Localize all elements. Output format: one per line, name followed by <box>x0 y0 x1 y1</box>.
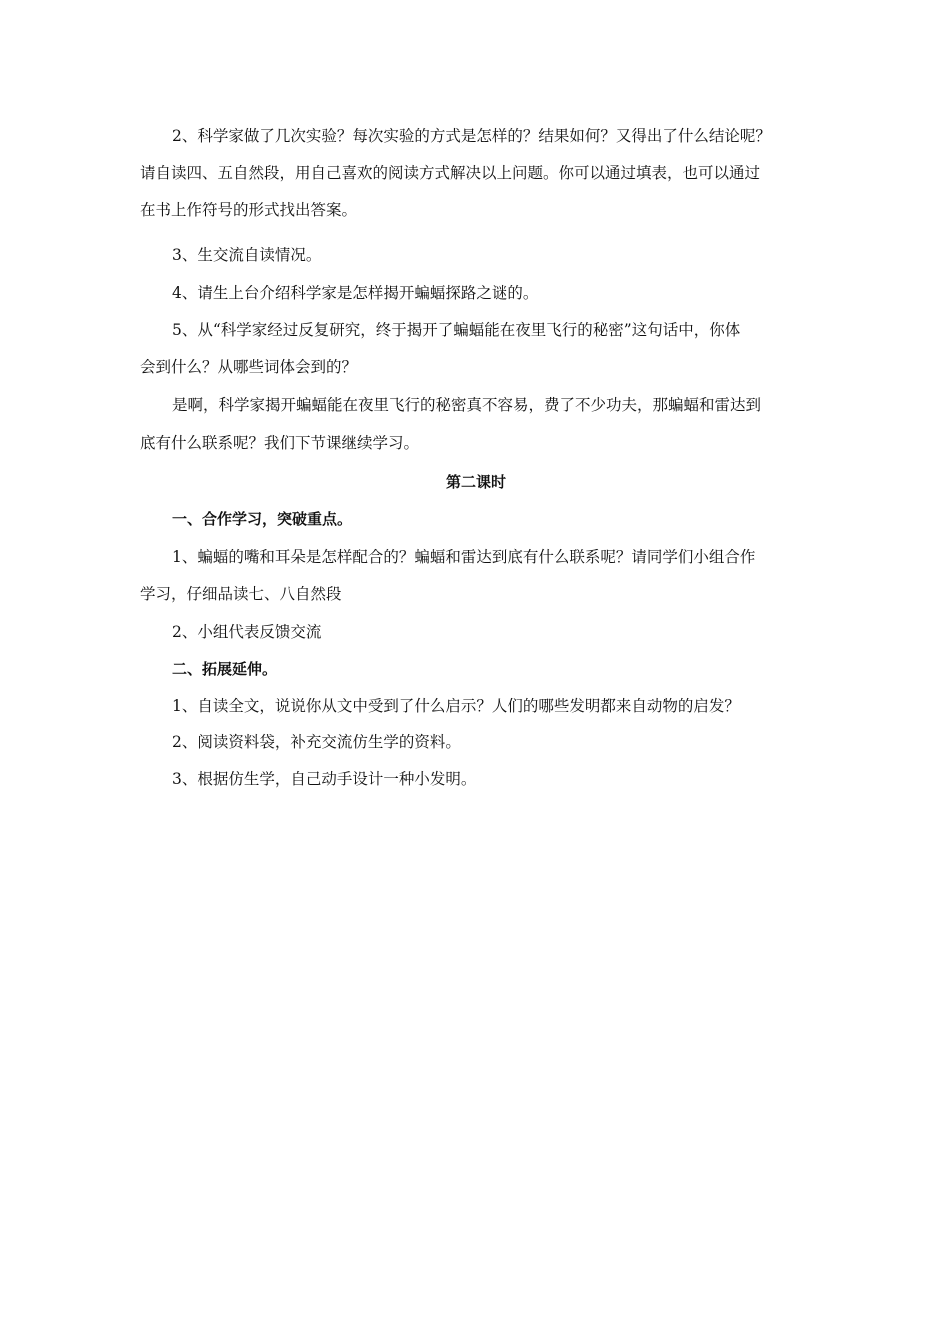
paragraph-line: 底有什么联系呢？我们下节课继续学习。 <box>140 434 420 452</box>
paragraph-line: 是啊，科学家揭开蝙蝠能在夜里飞行的秘密真不容易，费了不少功夫，那蝙蝠和雷达到 <box>172 396 762 414</box>
section-heading: 一、合作学习，突破重点。 <box>172 510 353 528</box>
paragraph-line: 2、科学家做了几次实验？每次实验的方式是怎样的？结果如何？又得出了什么结论呢？ <box>172 127 771 145</box>
paragraph-line: 4、请生上台介绍科学家是怎样揭开蝙蝠探路之谜的。 <box>172 284 539 302</box>
paragraph-line: 3、生交流自读情况。 <box>172 246 322 264</box>
paragraph-line: 在书上作符号的形式找出答案。 <box>140 201 358 219</box>
paragraph-line: 2、小组代表反馈交流 <box>172 623 322 641</box>
paragraph-line: 学习，仔细品读七、八自然段 <box>140 585 342 603</box>
paragraph-line: 2、阅读资料袋，补充交流仿生学的资料。 <box>172 733 461 751</box>
section-title: 第二课时 <box>445 473 506 491</box>
paragraph-line: 1、自读全文，说说你从文中受到了什么启示？人们的哪些发明都来自动物的启发？ <box>172 697 740 715</box>
paragraph-line: 请自读四、五自然段，用自己喜欢的阅读方式解决以上问题。你可以通过填表，也可以通过 <box>140 164 761 182</box>
paragraph-line: 5、从“科学家经过反复研究，终于揭开了蝙蝠能在夜里飞行的秘密”这句话中，你体 <box>172 321 741 339</box>
paragraph-line: 1、蝙蝠的嘴和耳朵是怎样配合的？蝙蝠和雷达到底有什么联系呢？请同学们小组合作 <box>172 548 756 566</box>
paragraph-line: 3、根据仿生学，自己动手设计一种小发明。 <box>172 770 477 788</box>
section-heading: 二、拓展延伸。 <box>172 660 278 678</box>
paragraph-line: 会到什么？从哪些词体会到的？ <box>140 358 358 376</box>
